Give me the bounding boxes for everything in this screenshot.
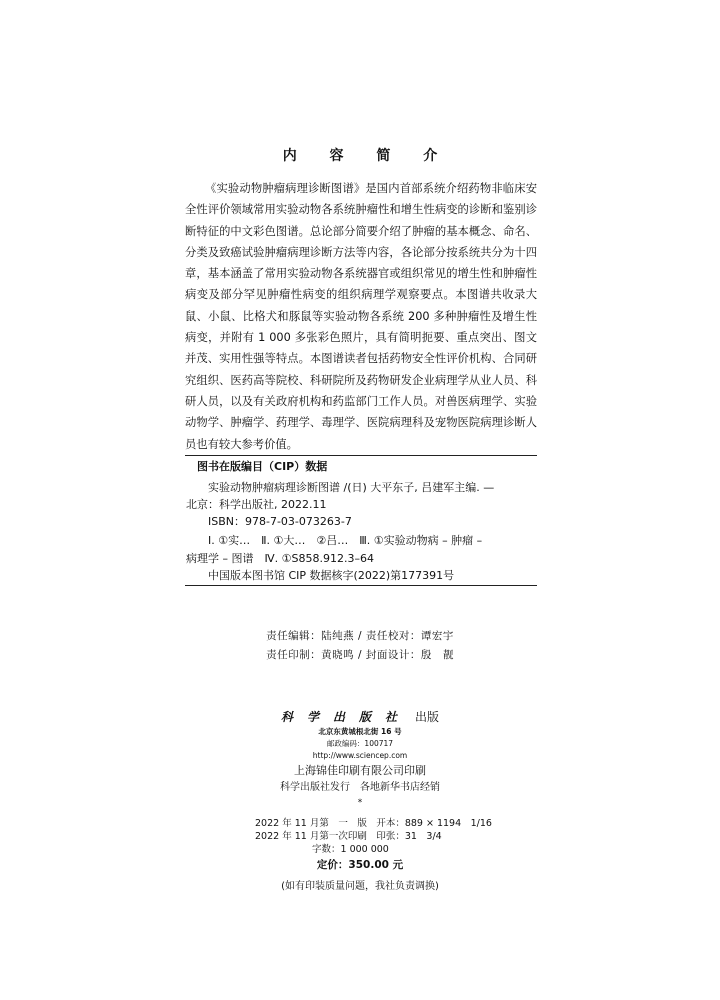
quality-notice: (如有印装质量问题，我社负责调换) (281, 881, 439, 892)
printer-line: 上海锦佳印刷有限公司印刷 (294, 764, 426, 777)
cip-classification-line-2: 病理学 – 图谱 Ⅳ. ①S858.912.3–64 (186, 552, 374, 565)
publisher-line (0, 708, 720, 725)
cip-bottom-divider (185, 585, 537, 586)
publisher-suffix: 出版 (415, 710, 440, 724)
production-credits: 责任印制：黄晓鸣 / 封面设计：殷 靓 (266, 649, 454, 661)
cip-publisher-line: 北京：科学出版社, 2022.11 (186, 498, 327, 511)
cip-record-number: 中国版本图书馆 CIP 数据核字(2022)第177391号 (208, 569, 455, 582)
word-count: 字数：1 000 000 (312, 844, 389, 855)
content-summary-paragraph: 《实验动物肿瘤病理诊断图谱》是国内首部系统介绍药物非临床安全性评价领域常用实验动物各系统肿瘤性和增生性病变的诊断和鉴别诊断特征的中文彩色图谱。总论部分简要介绍了肿瘤的基本概念、命名、分类及致癌试验肿瘤病理诊断方法等内容，各论部分按系统共分为十四章，基本涵盖了常用实验动物各系统器官或组织常见的增生性和肿瘤性病变及部分罕见肿瘤性病变的组织病理学观察要点。本图谱共收录大鼠、小鼠、比格犬和豚鼠等实验动物各系统 200 多种肿瘤性及增生性病变，并附有 1 000 多张彩色照片，具有简明扼要、重点突出、图文并茂、实用性强等特点。本图谱读者包括药物安全性评价机构、合同研究组织、医药高等院校、科研院所及药物研发企业病理学从业人员、科研人员，以及有关政府机构和药监部门工作人员。对兽医病理学、实验动物学、肿瘤学、药理学、毒理学、医院病理科及宠物医院病理诊断人员也有较大参考价值。 (185, 182, 537, 451)
cip-top-divider (185, 455, 537, 456)
price: 定价：350.00 元 (316, 859, 404, 871)
cip-classification-line: Ⅰ. ①实… Ⅱ. ①大… ②吕… Ⅲ. ①实验动物病 – 肿瘤 – (208, 534, 483, 547)
publisher-postcode: 邮政编码：100717 (326, 739, 394, 748)
distribution-line: 科学出版社发行 各地新华书店经销 (280, 782, 440, 793)
cip-heading: 图书在版编目（CIP）数据 (197, 460, 328, 473)
cip-isbn: ISBN：978-7-03-073263-7 (208, 515, 352, 528)
publisher-logo-text: 科学出版社 (280, 710, 411, 724)
edition-info (0, 817, 720, 856)
edition-line: 2022 年 11 月第 一 版 开本：889 × 1194 1/16 (255, 818, 492, 829)
content-summary-heading: 内 容 简 介 (282, 148, 452, 164)
separator-star: * (357, 798, 363, 808)
editor-credits: 责任编辑：陆纯燕 / 责任校对：谭宏宇 (266, 630, 454, 642)
publisher-address: 北京东黄城根北街 16 号 (318, 727, 402, 736)
publisher-website: http://www.sciencep.com (312, 751, 408, 760)
printing-line: 2022 年 11 月第一次印刷 印张：31 3/4 (255, 831, 442, 842)
cip-title-line: 实验动物肿瘤病理诊断图谱 /(日) 大平东子, 吕建军主编. — (208, 481, 495, 494)
